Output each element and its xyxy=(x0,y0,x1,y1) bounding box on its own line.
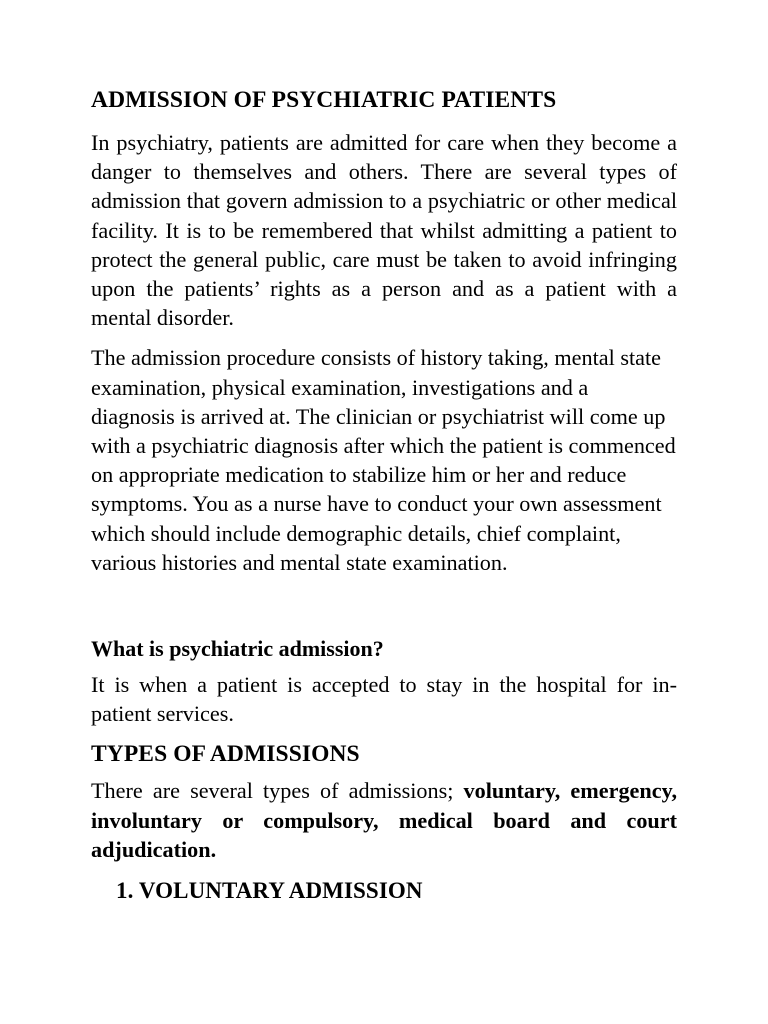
paragraph-psychiatric-admission-definition: It is when a patient is accepted to stay in the hospital for in-patient services. xyxy=(91,672,677,727)
heading-what-is-psychiatric-admission: What is psychiatric admission? xyxy=(91,636,384,662)
paragraph-intro-admission: In psychiatry, patients are admitted for care when they become a danger to themselves and others. There are several types of admission that govern admission to a psychiatric or other medical facility. It is to be remembered that whilst admitting a patient to protect the general public, care must be taken to avoid infringing upon the patients’ rights as a person and as a patient with a mental disorder. xyxy=(91,130,677,331)
types-intro-regular-text: There are several types of admissions; xyxy=(91,778,464,804)
types-intro-bold-text: voluntary, emergency, involuntary or compulsory, medical board and court adjudication. xyxy=(91,778,677,862)
heading-voluntary-admission: 1. VOLUNTARY ADMISSION xyxy=(116,878,423,904)
heading-types-of-admissions: TYPES OF ADMISSIONS xyxy=(91,741,360,768)
document-body xyxy=(91,86,677,906)
paragraph-admission-procedure: The admission procedure consists of history taking, mental state examination, physical examination, investigations and a diagnosis is arrived at. The clinician or psychiatrist will come up with a psychiatric diagnosis after which the patient is commenced on appropriate medication to stabilize him or her and reduce symptoms. You as a nurse have to conduct your own assessment which should include demographic details, chief complaint, various histories and mental state examination. xyxy=(91,345,676,575)
page-title: ADMISSION OF PSYCHIATRIC PATIENTS xyxy=(91,87,557,113)
paragraph-types-of-admissions xyxy=(91,776,677,864)
paragraph-spacer xyxy=(91,588,677,634)
